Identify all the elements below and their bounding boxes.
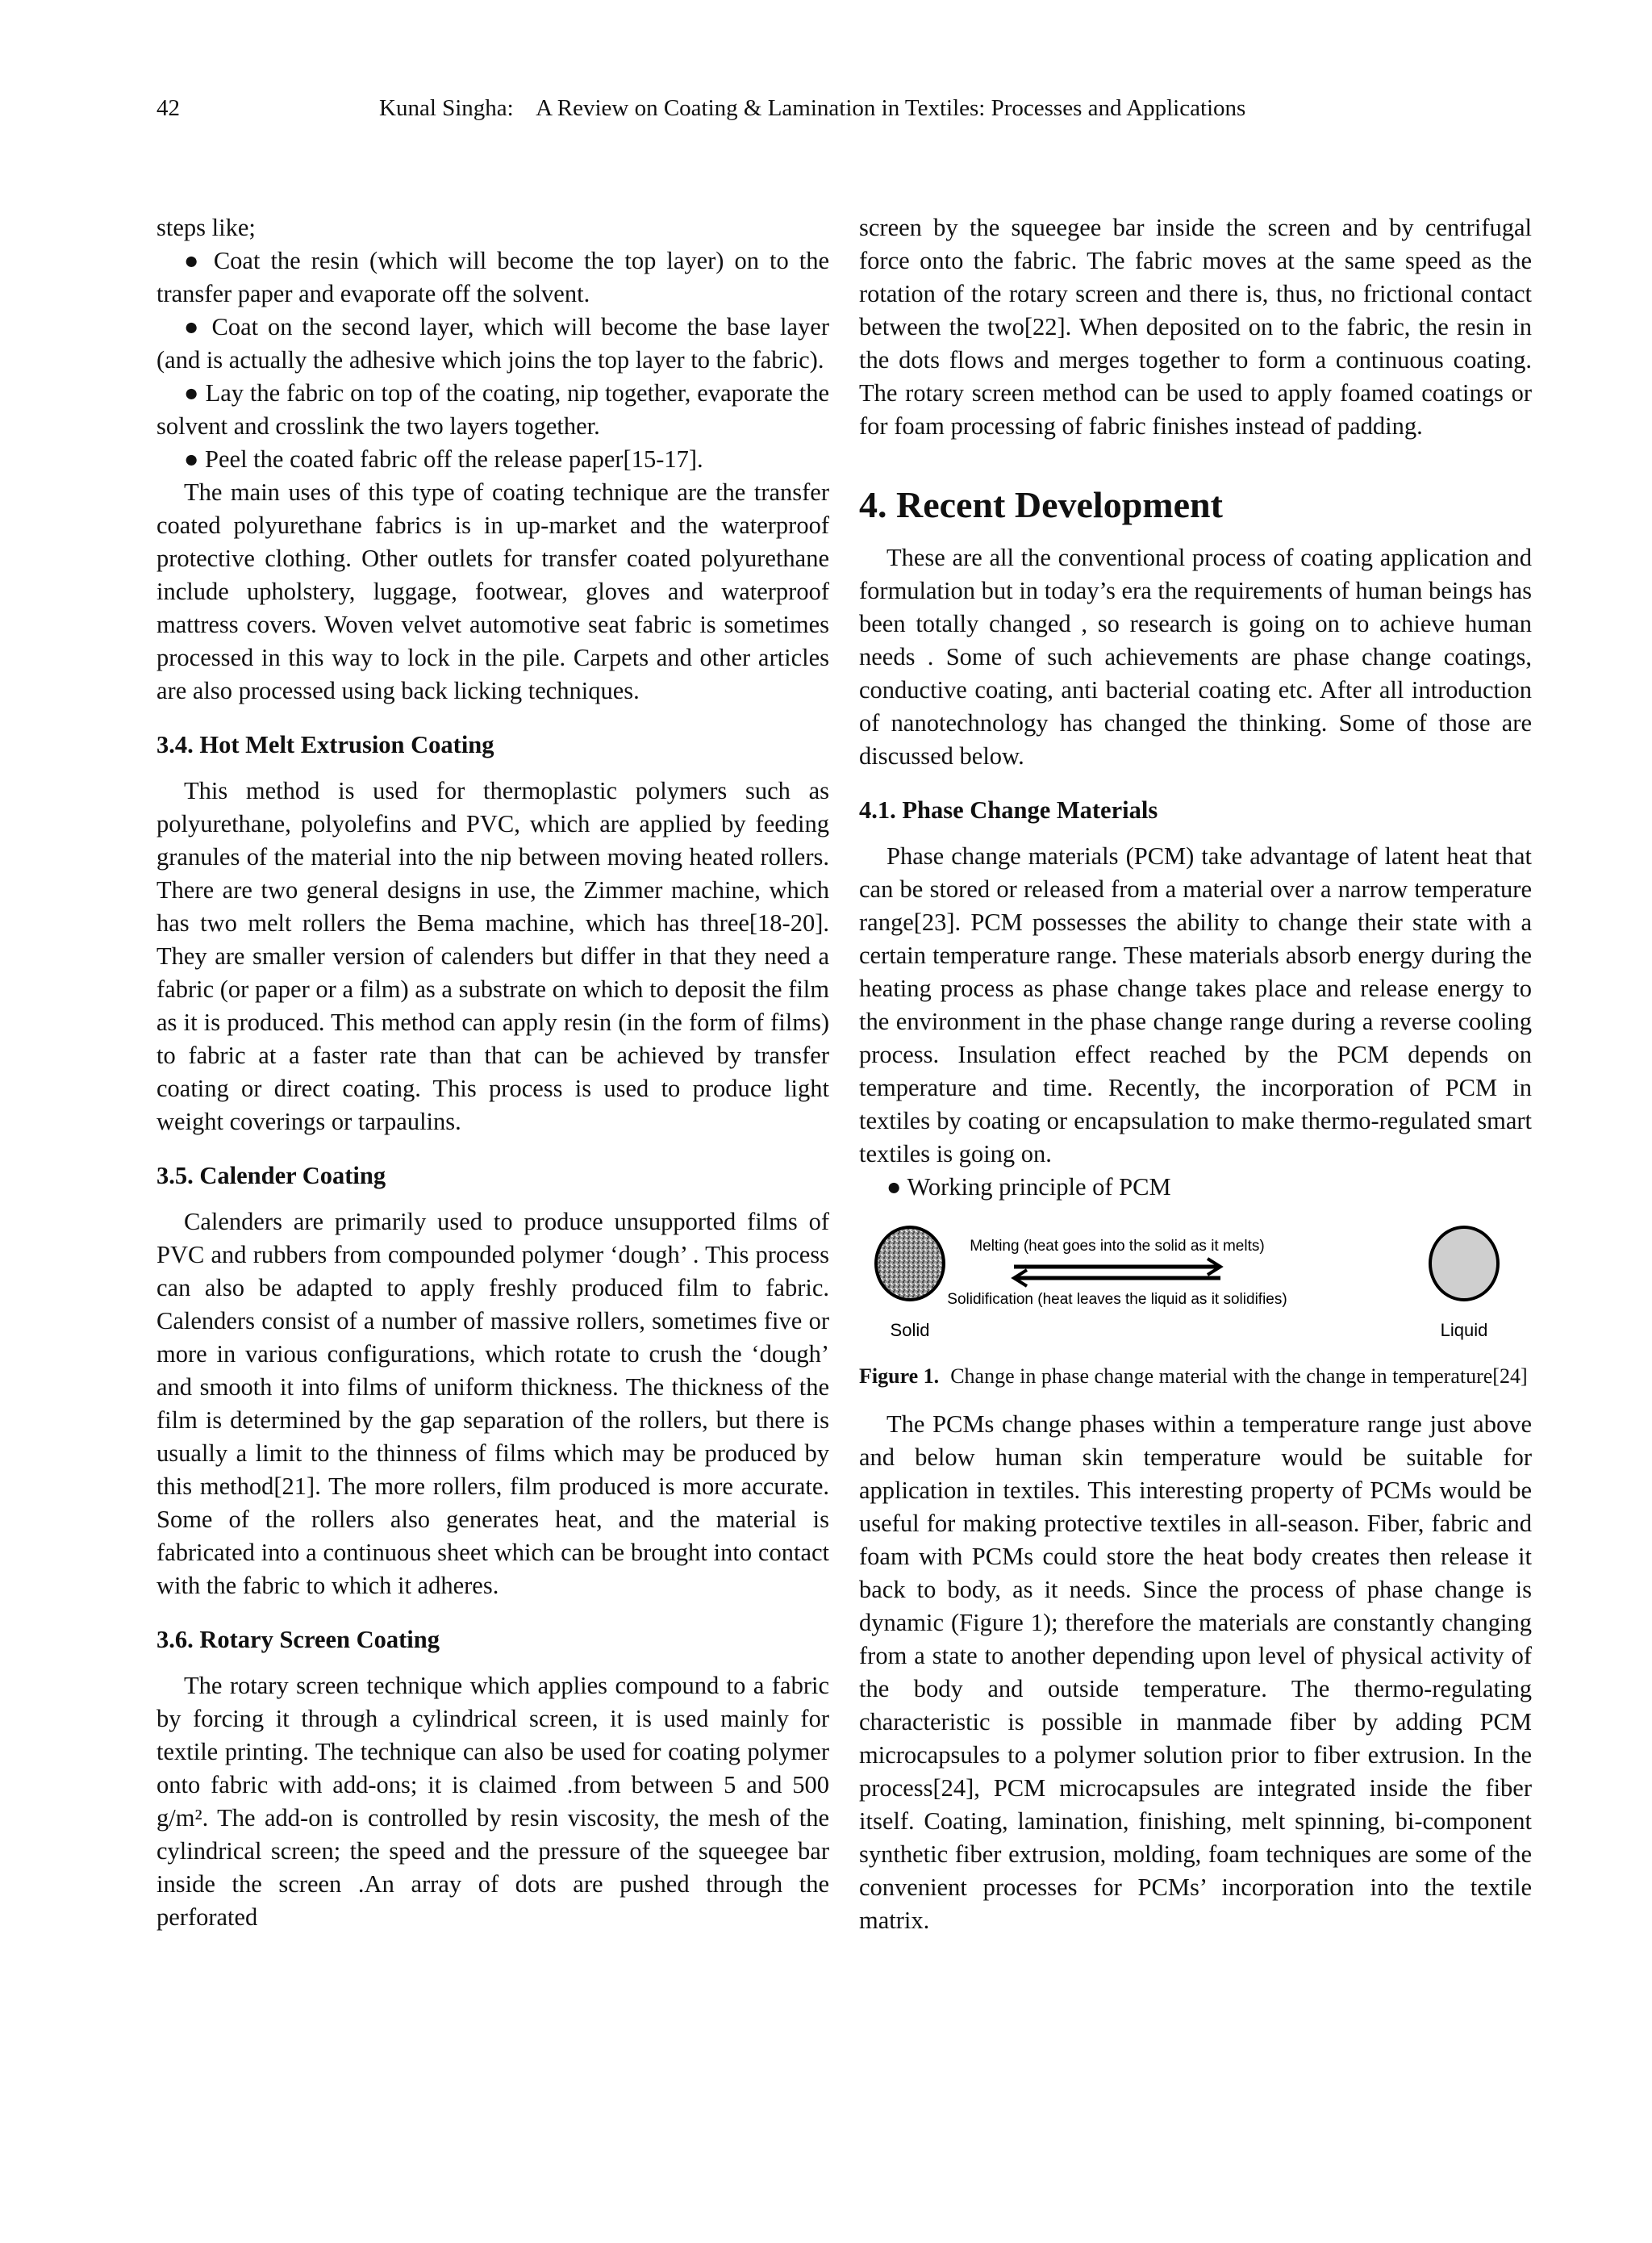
page-number: 42 — [156, 95, 180, 121]
paragraph: screen by the squeegee bar inside the screen and by centrifugal force onto the fabric. The fabric moves at the same speed as the rotation of the rotary screen and there is, thus, no frictional contact between the two[22]. When deposited on to the fabric, the resin in the dots flows and merges together to form a continuous coating. The rotary screen method can be used to apply foamed coatings or for foam processing of fabric finishes instead of padding. — [859, 214, 1532, 440]
paragraph: Phase change materials (PCM) take advantage of latent heat that can be stored or released from a material over a narrow temperature range[23]. PCM possesses the ability to change their state with a certain temperature range. These materials absorb energy during the heating process as phase change takes place and release energy to the environment in the phase change range during a reverse cooling process. Insulation effect reached by the PCM depends on temperature and time. Recently, the incorporation of PCM in textiles by coating or encapsulation to make thermo-regulated smart textiles is going on. — [859, 842, 1532, 1167]
bullet-item: ● Working principle of PCM — [886, 1173, 1171, 1201]
paragraph: This method is used for thermoplastic polymers such as polyurethane, polyolefins and PVC, which are applied by feeding granules of the material into the nip between moving heated rollers. There are two general designs in use, the Zimmer machine, which has two melt rollers the Bema machine, which has three[18-20]. They are smaller version of calenders but differ in that they need a fabric (or paper or a film) as a substrate on which to deposit the film as it is produced. This method can apply resin (in the form of films) to fabric at a faster rate than that can be achieved by transfer coating or direct coating. This process is used to produce light weight coverings or tarpaulins. — [156, 777, 829, 1135]
section-heading-3-6: 3.6. Rotary Screen Coating — [156, 1626, 440, 1653]
paragraph: These are all the conventional process of coating application and formulation but in today’s era the requirements of human beings has been totally changed , so research is going on to achieve human needs . Some of such achievements are phase change coatings, conductive coating, anti bacterial coating etc. After all introduction of nanotechnology has changed the thinking. Some of those are discussed below. — [859, 544, 1532, 770]
right-column — [859, 211, 1532, 1937]
paragraph: Calenders are primarily used to produce unsupported films of PVC and rubbers from compounded polymer ‘dough’ . This process can also be adapted to apply freshly produced film to fabric. Calenders consist of a number of massive rollers, sometimes five or more in various configurations, which rotate to crush the ‘dough’ and smooth it into films of uniform thickness. The thickness of the film is determined by the gap separation of the rollers, but there is usually a limit to the thinness of films which may be produced by this method[21]. The more rollers, film produced is more accurate. Some of the rollers also generates heat, and the material is fabricated into a continuous sheet which can be brought into contact with the fabric to which it adheres. — [156, 1208, 829, 1599]
bullet-item: ● Coat the resin (which will become the top layer) on to the transfer paper and evaporate off the solvent. — [156, 247, 829, 307]
liquid-label: Liquid — [1440, 1320, 1488, 1340]
solidification-label: Solidification (heat leaves the liquid as it solidifies) — [947, 1291, 1287, 1308]
melting-label: Melting (heat goes into the solid as it melts) — [970, 1238, 1265, 1255]
paragraph: steps like; — [156, 214, 256, 241]
caption-text: Change in phase change material with the change in temperature[24] — [950, 1364, 1528, 1388]
phase-change-diagram — [859, 1213, 1532, 1351]
section-heading-3-5: 3.5. Calender Coating — [156, 1162, 386, 1189]
paragraph: The rotary screen technique which applies compound to a fabric by forcing it through a cylindrical screen, it is used mainly for textile printing. The technique can also be used for coating polymer onto fabric with add-ons; it is claimed .from between 5 and 500 g/m². The add-on is controlled by resin viscosity, the mesh of the cylindrical screen; the speed and the pressure of the squeegee bar inside the screen .An array of dots are pushed through the perforated — [156, 1672, 829, 1931]
bullet-item: ● Peel the coated fabric off the release paper[15-17]. — [184, 445, 703, 473]
figure-caption — [859, 1363, 1532, 1390]
running-title: Kunal Singha: A Review on Coating & Lamination in Textiles: Processes and Applications — [379, 95, 1246, 121]
section-heading-4: 4. Recent Development — [859, 484, 1223, 525]
paragraph: The PCMs change phases within a temperature range just above and below human skin temperature would be suitable for application in textiles. This interesting property of PCMs would be useful for making protective textiles in all-season. Fiber, fabric and foam with PCMs could store the heat body creates then release it back to body, as it needs. Since the process of phase change is dynamic (Figure 1); therefore the materials are constantly changing from a state to another depending upon level of physical activity of the body and outside temperature. The thermo-regulating characteristic is possible in manmade fiber by adding PCM microcapsules to a polymer solution prior to fiber extrusion. In the process[24], PCM microcapsules are integrated inside the fiber itself. Coating, lamination, finishing, melt spinning, bi-component synthetic fiber extrusion, molding, foam techniques are some of the convenient processes for PCMs’ incorporation into the textile matrix. — [859, 1410, 1532, 1934]
paragraph: The main uses of this type of coating technique are the transfer coated polyurethane fabrics is in up-market and the waterproof protective clothing. Other outlets for transfer coated polyurethane include upholstery, luggage, footwear, gloves and waterproof mattress covers. Woven velvet automotive seat fabric is sometimes processed in this way to lock in the pile. Carpets and other articles are also processed using back licking techniques. — [156, 478, 829, 704]
caption-label: Figure 1. — [859, 1364, 940, 1388]
solid-circle — [876, 1227, 944, 1300]
bullet-item: ● Coat on the second layer, which will become the base layer (and is actually the adhesive which joins the top layer to the fabric). — [156, 313, 829, 374]
bullet-item: ● Lay the fabric on top of the coating, nip together, evaporate the solvent and crosslink the two layers together. — [156, 379, 829, 440]
section-heading-4-1: 4.1. Phase Change Materials — [859, 796, 1158, 824]
figure-1 — [859, 1213, 1532, 1390]
liquid-circle — [1430, 1227, 1498, 1300]
section-heading-3-4: 3.4. Hot Melt Extrusion Coating — [156, 731, 494, 758]
left-column — [156, 211, 829, 1934]
solid-label: Solid — [890, 1320, 930, 1340]
